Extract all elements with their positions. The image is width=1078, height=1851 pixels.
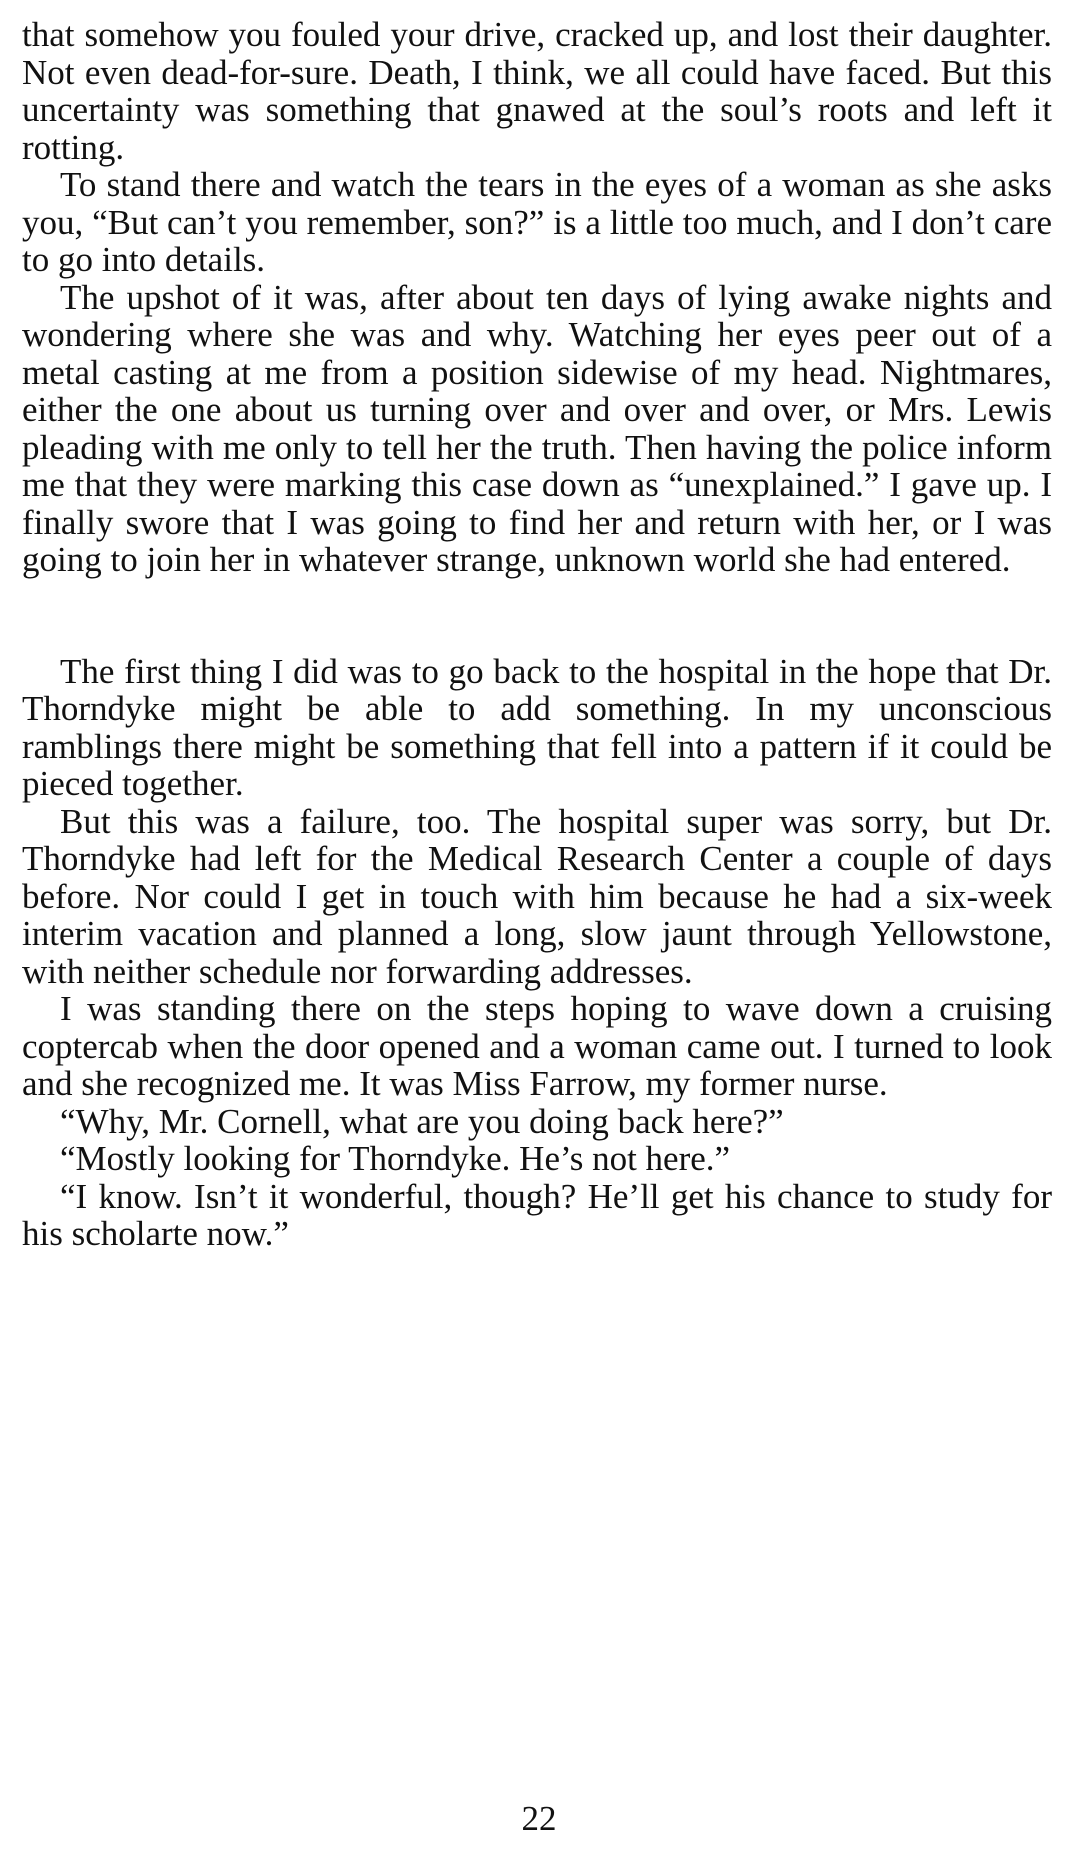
- paragraph: But this was a failure, too. The hospital super was sorry, but Dr. Thorndyke had left for the Medical Research Center a couple of days before. Nor could I get in touch with him because he had a six-week interim vacation and planned a long, slow jaunt through Yellowstone, with neither schedule nor forwarding addresses.: [22, 801, 1052, 991]
- paragraph: To stand there and watch the tears in the eyes of a woman as she asks you, “But can’t you remember, son?” is a little too much, and I don’t care to go into details.: [22, 165, 1052, 279]
- paragraph-dialogue: “Why, Mr. Cornell, what are you doing back here?”: [60, 1101, 784, 1141]
- section-break: [22, 579, 1052, 653]
- paragraph-continuation: that somehow you fouled your drive, cracked up, and lost their daughter. Not even dead-for-sure. Death, I think, we all could have faced. But this uncertainty was something that gnawed at the soul’s roots and left it rotting.: [22, 15, 1052, 167]
- paragraph: The first thing I did was to go back to the hospital in the hope that Dr. Thorndyke might be able to add something. In my unconscious ramblings there might be something that fell into a pattern if it could be pieced together.: [22, 651, 1052, 803]
- book-page: [22, 16, 1052, 1253]
- paragraph-dialogue: “I know. Isn’t it wonderful, though? He’ll get his chance to study for his scholarte now.”: [22, 1176, 1052, 1253]
- paragraph-dialogue: “Mostly looking for Thorndyke. He’s not here.”: [60, 1139, 731, 1178]
- paragraph: The upshot of it was, after about ten days of lying awake nights and wondering where she was and why. Watching her eyes peer out of a metal casting at me from a position sidewise of my head. Nightmares, either the one about us turning over and over and over, or Mrs. Lewis pleading with me only to tell her the truth. Then having the police inform me that they were marking this case down as “unexplained.” I gave up. I finally swore that I was going to find her and return with her, or I was going to join her in whatever strange, unknown world she had entered.: [22, 277, 1052, 579]
- page-number: 22: [521, 1799, 557, 1838]
- paragraph: I was standing there on the steps hoping to wave down a cruising coptercab when the door opened and a woman came out. I turned to look and she recognized me. It was Miss Farrow, my former nurse.: [22, 989, 1052, 1103]
